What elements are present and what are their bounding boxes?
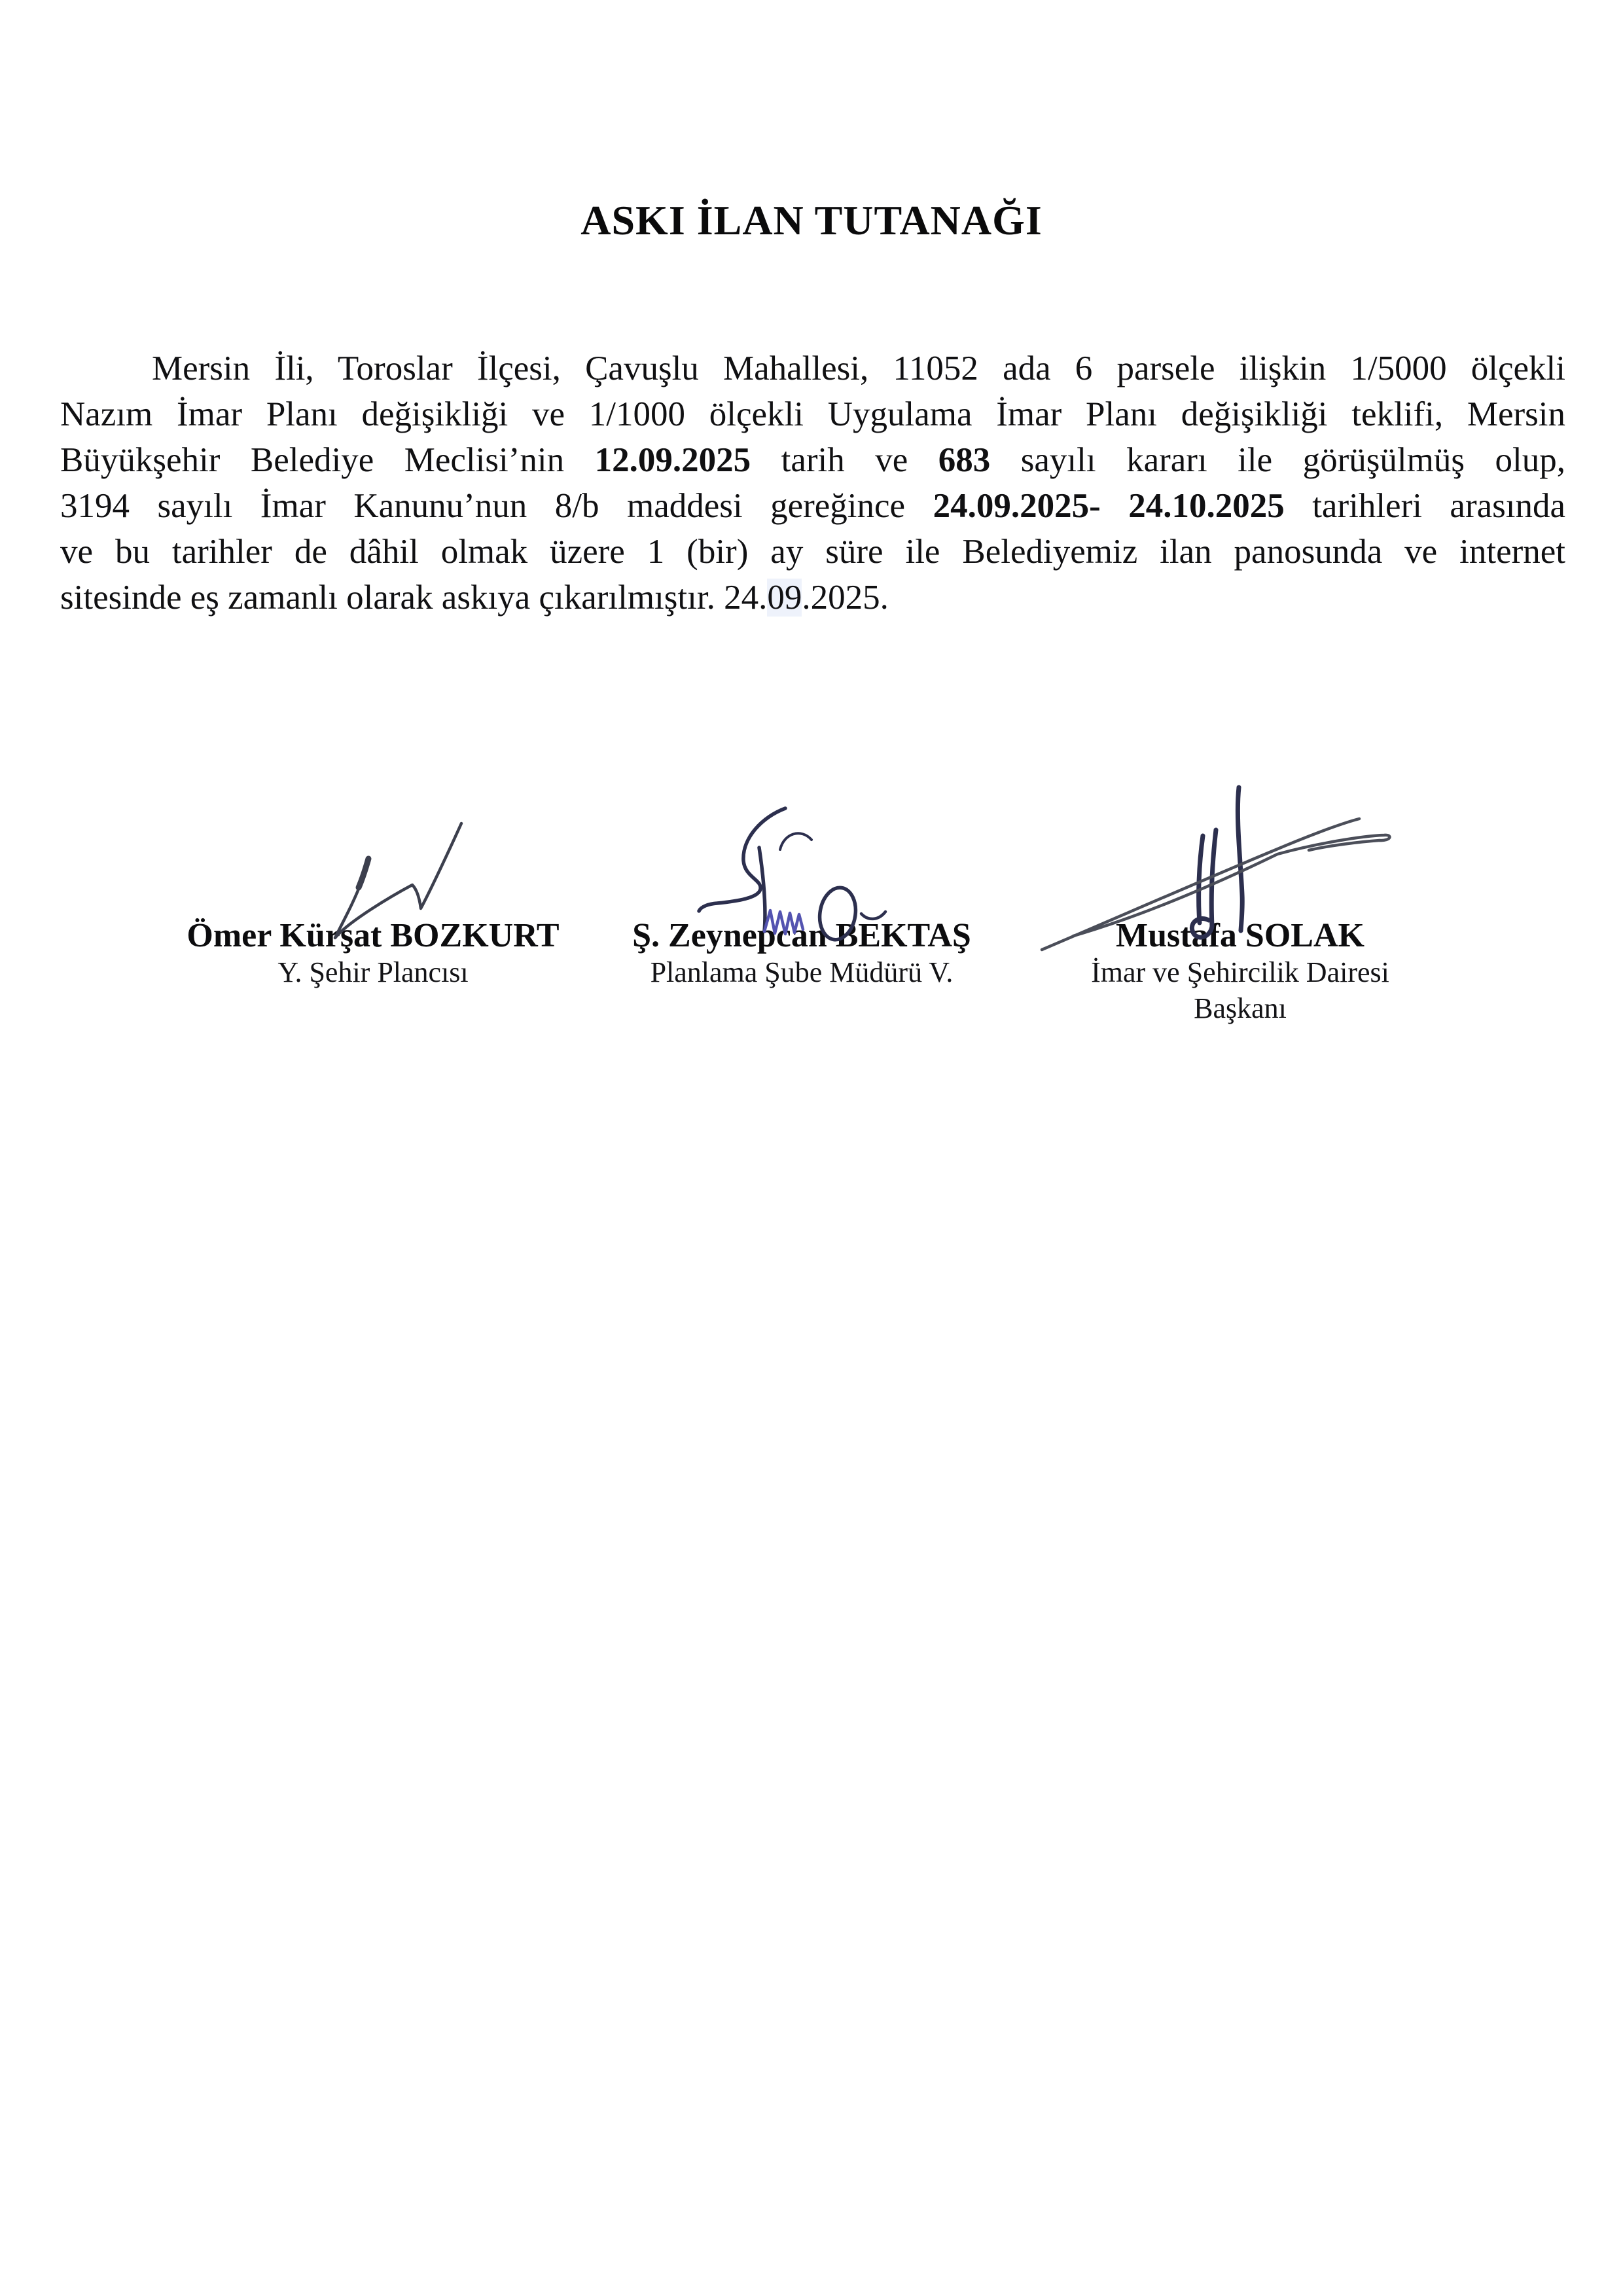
body-paragraph [60, 346, 1565, 620]
paragraph-text: Nazım İmar Planı değişikliği ve 1/1000 ölçekli Uygulama İmar Planı değişikliği teklifi, Mersin [60, 395, 1565, 433]
paragraph-text: Büyükşehir Belediye Meclisi’nin [60, 441, 595, 479]
paragraph-line [60, 346, 1565, 391]
paragraph-text: ve bu tarihler de dâhil olmak üzere 1 (bir) ay süre ile Belediyemiz ilan panosunda ve internet [60, 533, 1565, 571]
paragraph-line [60, 483, 1565, 529]
paragraph-line [60, 575, 1565, 620]
signatory-name: Ş. Zeynepcan BEKTAŞ [632, 917, 971, 954]
paragraph-text: 3194 sayılı İmar Kanunu’nun 8/b maddesi gereğince [60, 487, 933, 525]
paragraph-line [60, 391, 1565, 437]
paragraph-line [60, 437, 1565, 483]
paragraph-text: sitesinde eş zamanlı olarak askıya çıkarılmıştır. 24. [60, 579, 768, 617]
paragraph-bold-text: 683 [938, 441, 991, 479]
signatory-role: Planlama Şube Müdürü V. [650, 956, 954, 988]
signature-block-bektas [599, 918, 1005, 990]
document-title: ASKI İLAN TUTANAĞI [580, 197, 1043, 243]
signatory-name: Ömer Kürşat BOZKURT [187, 917, 560, 954]
paragraph-line [60, 529, 1565, 575]
signatory-role: İmar ve Şehircilik Dairesi [1091, 956, 1389, 988]
paragraph-text: .2025. [802, 579, 889, 617]
paragraph-text: tarih ve [751, 441, 938, 479]
signatory-role: Y. Şehir Plancısı [277, 956, 469, 988]
paragraph-bold-text: 24.09.2025- 24.10.2025 [933, 487, 1285, 525]
paragraph-text: sayılı kararı ile görüşülmüş olup, [990, 441, 1565, 479]
signature-block-bozkurt [170, 918, 576, 990]
paragraph-bold-text: 12.09.2025 [594, 441, 751, 479]
paragraph-text: 09 [767, 579, 802, 617]
paragraph-text: Mersin İli, Toroslar İlçesi, Çavuşlu Mahallesi, 11052 ada 6 parsele ilişkin 1/5000 ölçekli [152, 350, 1565, 387]
signature-block-solak [1037, 918, 1443, 1026]
signatory-role: Başkanı [1194, 992, 1287, 1024]
signatory-name: Mustafa SOLAK [1116, 917, 1364, 954]
paragraph-text: tarihleri arasında [1284, 487, 1565, 525]
